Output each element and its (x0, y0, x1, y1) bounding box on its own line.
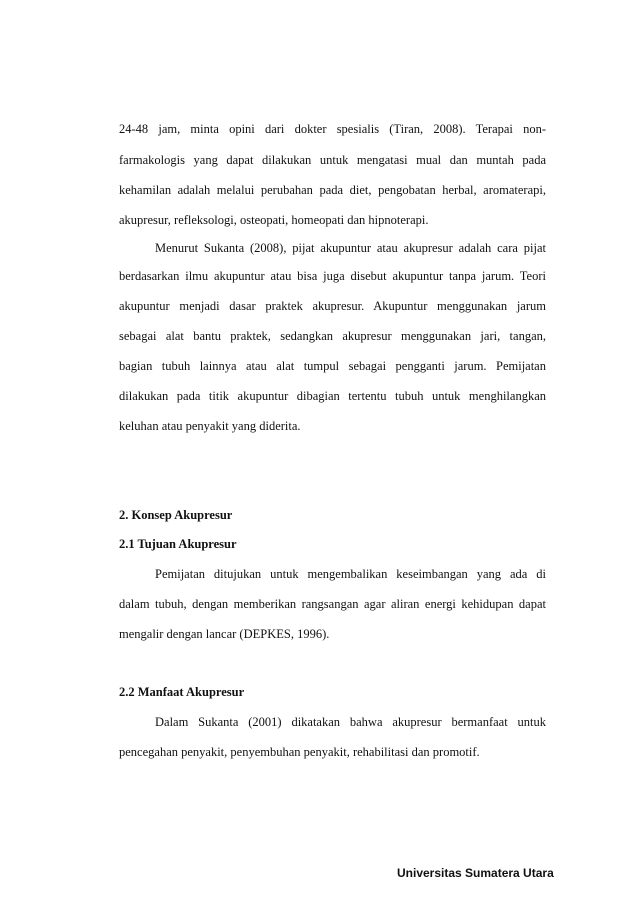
paragraph1-line-2: farmakologis yang dapat dilakukan untuk mengatasi mual dan muntah pada (119, 153, 546, 167)
paragraph2-line-1: Menurut Sukanta (2008), pijat akupuntur atau akupresur adalah cara pijat (155, 241, 546, 255)
section2-1-line-1: Pemijatan ditujukan untuk mengembalikan keseimbangan yang ada di (155, 567, 546, 581)
paragraph2-line-3: akupuntur menjadi dasar praktek akupresur. Akupuntur menggunakan jarum (119, 299, 546, 313)
paragraph2-line-6: dilakukan pada titik akupuntur dibagian tertentu tubuh untuk menghilangkan (119, 389, 546, 403)
section2-2-line-1: Dalam Sukanta (2001) dikatakan bahwa akupresur bermanfaat untuk (155, 715, 546, 729)
paragraph1-line-3: kehamilan adalah melalui perubahan pada diet, pengobatan herbal, aromaterapi, (119, 183, 546, 197)
section2-2-heading: 2.2 Manfaat Akupresur (119, 685, 245, 699)
paragraph2-line-7: keluhan atau penyakit yang diderita. (119, 419, 301, 433)
section2-1-line-2: dalam tubuh, dengan memberikan rangsangan agar aliran energi kehidupan dapat (119, 597, 546, 611)
section2-1-heading: 2.1 Tujuan Akupresur (119, 537, 237, 551)
paragraph2-line-5: bagian tubuh lainnya atau alat tumpul sebagai pengganti jarum. Pemijatan (119, 359, 546, 373)
footer-institution: Universitas Sumatera Utara (397, 866, 554, 880)
section2-2-line-2: pencegahan penyakit, penyembuhan penyakit, rehabilitasi dan promotif. (119, 745, 480, 759)
paragraph1-line-1: 24-48 jam, minta opini dari dokter spesialis (Tiran, 2008). Terapai non- (119, 122, 546, 136)
section2-heading: 2. Konsep Akupresur (119, 508, 233, 522)
section2-1-line-3: mengalir dengan lancar (DEPKES, 1996). (119, 627, 330, 641)
paragraph1-line-4: akupresur, refleksologi, osteopati, homeopati dan hipnoterapi. (119, 213, 429, 227)
paragraph2-line-4: sebagai alat bantu praktek, sedangkan akupresur menggunakan jari, tangan, (119, 329, 546, 343)
paragraph2-line-2: berdasarkan ilmu akupuntur atau bisa juga disebut akupuntur tanpa jarum. Teori (119, 269, 546, 283)
